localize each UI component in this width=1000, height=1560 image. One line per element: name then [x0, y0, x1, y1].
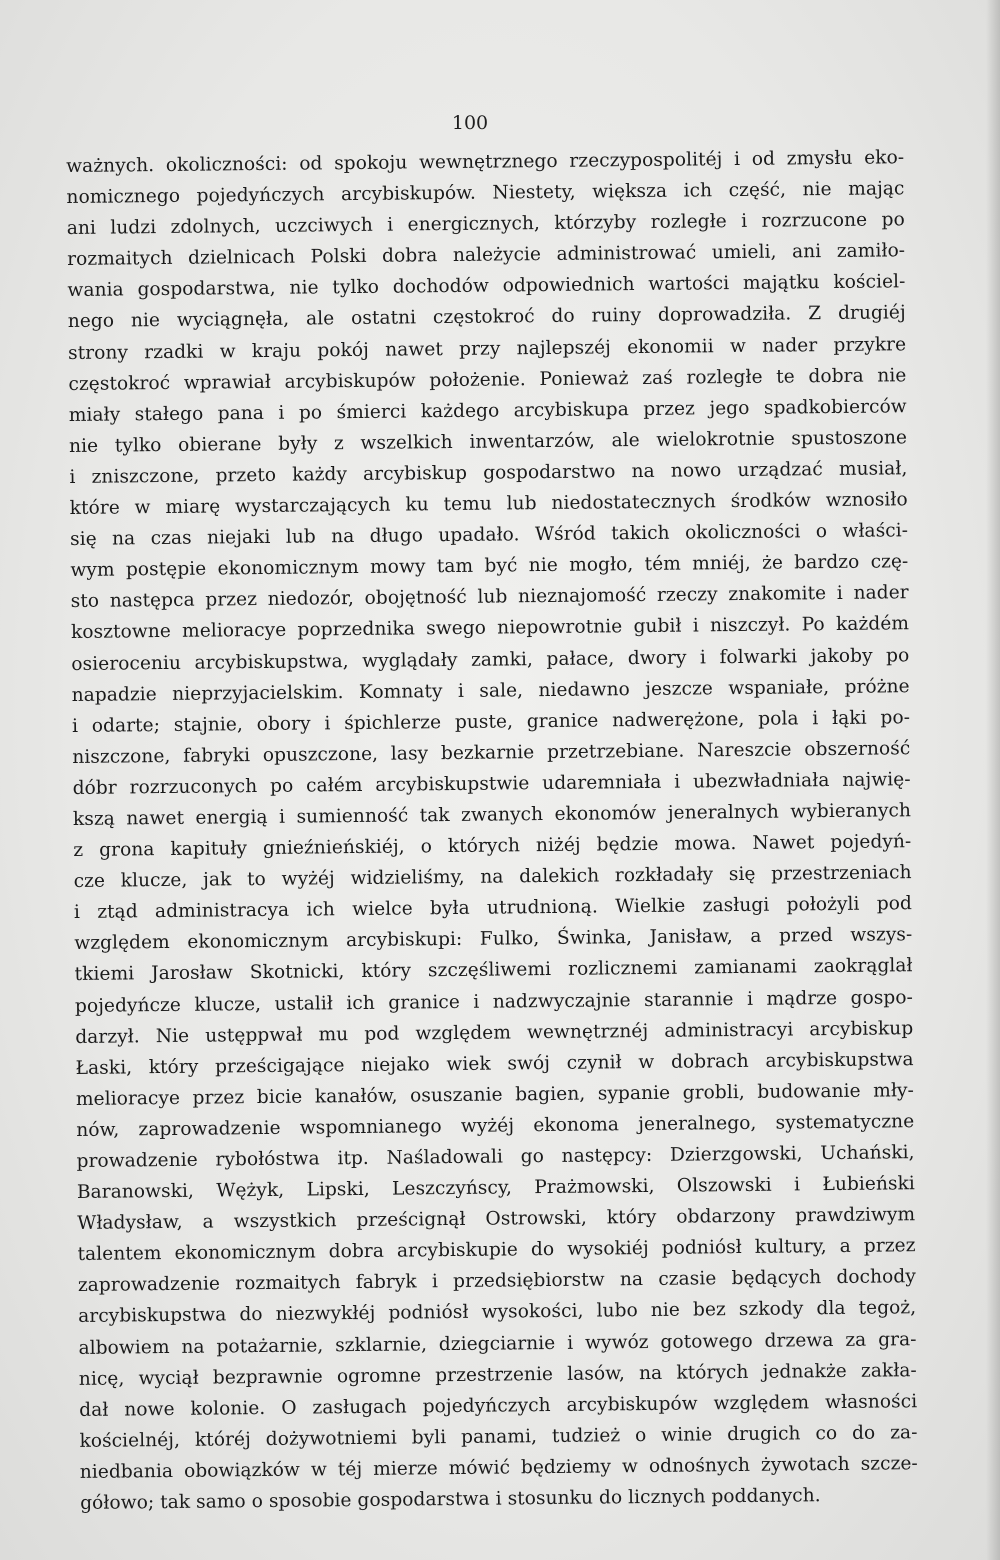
text-line: z grona kapituły gnieźnieńskiéj, o których niżéj będzie mowa. Nawet pojedyń- — [73, 831, 912, 862]
text-line: napadzie nieprzyjacielskim. Komnaty i sale, niedawno jeszcze wspaniałe, próżne — [71, 675, 910, 706]
text-line: się na czas niejaki lub na długo upadało. Wśród takich okoliczności o właści- — [69, 520, 909, 551]
text-line: zaprowadzenie rozmaitych fabryk i przedsiębiorstw na czasie będących dochody — [77, 1266, 916, 1297]
text-line: arcybiskupstwa do niezwykłéj podniósł wysokości, lubo nie bez szkody dla tegoż, — [78, 1297, 917, 1328]
text-line: tkiemi Jarosław Skotnicki, który szczęśliwemi rozlicznemi zamianami zaokrąglał — [74, 955, 913, 986]
text-line: i zniszczone, przeto każdy arcybiskup gospodarstwo na nowo urządzać musiał, — [69, 458, 908, 488]
text-line: cze klucze, jak to wyżéj widzieliśmy, na dalekich rozkładały się przestrzeniach — [73, 862, 912, 893]
text-line: wym postępie ekonomicznym mowy tam być nie mogło, tém mniéj, że bardzo czę- — [70, 551, 909, 582]
text-line: i odarte; stajnie, obory i śpichlerze puste, granice nadwerężone, pola i łąki po- — [71, 706, 911, 737]
text-line: albowiem na potażarnie, szklarnie, dziegciarnie i wywóz gotowego drzewa za gra- — [78, 1328, 917, 1359]
text-line: nie tylko obierane były z wszelkich inwentarzów, ale wielokrotnie spustoszone — [68, 427, 908, 457]
text-line: nicę, wyciął bezprawnie ogromne przestrzenie lasów, na których jednakże zakła- — [78, 1359, 917, 1390]
text-line: darzył. Nie ustęppwał mu pod względem wewnętrznéj administracyi arcybiskup — [75, 1017, 914, 1048]
text-line: nów, zaprowadzenie wspomnianego wyżéj ekonoma jeneralnego, systematyczne — [76, 1111, 915, 1141]
text-line: Łaski, który prześcigające niejako wiek swój czynił w dobrach arcybiskupstwa — [75, 1048, 914, 1079]
text-line: wania gospodarstwa, nie tylko dochodów odpowiednich wartości majątku kościel- — [67, 271, 906, 302]
text-line: Baranowski, Wężyk, Lipski, Leszczyńscy, Prażmowski, Olszowski i Łubieński — [76, 1173, 915, 1204]
text-line: nomicznego pojedyńczych arcybiskupów. Niestety, większa ich część, nie mając — [66, 178, 905, 209]
text-line: rozmaitych dzielnicach Polski dobra należycie administrować umieli, ani zamiło- — [67, 240, 906, 271]
page-number: 100 — [451, 112, 489, 134]
text-line: kosztowne melioracye poprzednika swego niepowrotnie gubił i niszczył. Po każdém — [70, 613, 910, 644]
body-text — [66, 142, 918, 1519]
text-line: pojedyńcze klucze, ustalił ich granice i nadzwyczajnie starannie i mądrze gospo- — [74, 986, 914, 1017]
text-line: Władysław, a wszystkich prześcignął Ostrowski, który obdarzony prawdziwym — [77, 1204, 916, 1235]
text-line: miały stałego pana i po śmierci każdego arcybiskupa przez jego spadkobierców — [68, 395, 907, 426]
text-line: ani ludzi zdolnych, uczciwych i energicznych, którzyby rozległe i rozrzucone po — [66, 209, 905, 240]
text-line: dał nowe kolonie. O zasługach pojedyńczych arcybiskupów względem własności — [79, 1390, 918, 1421]
page-edge-shadow — [986, 0, 1000, 1560]
text-line: osieroceniu arcybiskupstwa, wyglądały zamki, pałace, dwory i folwarki jakoby po — [71, 644, 910, 675]
text-line: melioracye przez bicie kanałów, osuszanie bagien, sypanie grobli, budowanie mły- — [75, 1079, 914, 1110]
text-line: talentem ekonomicznym dobra arcybiskupie do wysokiéj podniósł kultury, a przez — [77, 1235, 916, 1266]
text-line: dóbr rozrzuconych po całém arcybiskupstwie udaremniała i ubezwładniała najwię- — [72, 769, 911, 799]
text-line: które w miarę wystarczających ku temu lub niedostatecznych środków wznosiło — [69, 489, 908, 520]
text-line: sto następca przez niedozór, obojętność lub nieznajomość rzeczy znakomite i nader — [70, 582, 909, 613]
text-line: prowadzenie rybołóstwa itp. Naśladowali go następcy: Dzierzgowski, Uchański, — [76, 1142, 915, 1172]
text-line: i ztąd administracya ich wielce była utrudnioną. Wielkie zasługi położyli pod — [73, 893, 913, 924]
text-line: niszczone, fabryki opuszczone, lasy bezkarnie przetrzebiane. Nareszcie obszerność — [72, 737, 911, 768]
text-line: gółowo; tak samo o sposobie gospodarstwa i stosunku do licznych poddanych. — [80, 1485, 821, 1514]
text-line: kszą nawet energią i sumienność tak zwanych ekonomów jeneralnych wybieranych — [72, 800, 912, 830]
text-line: niedbania obowiązków w téj mierze mówić będziemy w odnośnych żywotach szcze- — [79, 1453, 918, 1483]
text-line: strony rzadki w kraju pokój nawet przy najlepszéj ekonomii w nader przykre — [68, 333, 907, 364]
text-line: ważnych. okoliczności: od spokoju wewnętrznego rzeczypospolitéj i od zmysłu eko- — [66, 147, 905, 177]
text-line: nego nie wyciągnęła, ale ostatni częstokroć do ruiny doprowadziła. Z drugiéj — [67, 302, 906, 333]
text-line: kościelnéj, któréj dożywotniemi byli panami, tudzież o winie drugich co do za- — [79, 1421, 918, 1452]
text-line: częstokroć wprawiał arcybiskupów położenie. Ponieważ zaś rozległe te dobra nie — [68, 364, 907, 395]
text-line: względem ekonomicznym arcybiskupi: Fulko, Świnka, Janisław, a przed wszys- — [74, 924, 913, 955]
